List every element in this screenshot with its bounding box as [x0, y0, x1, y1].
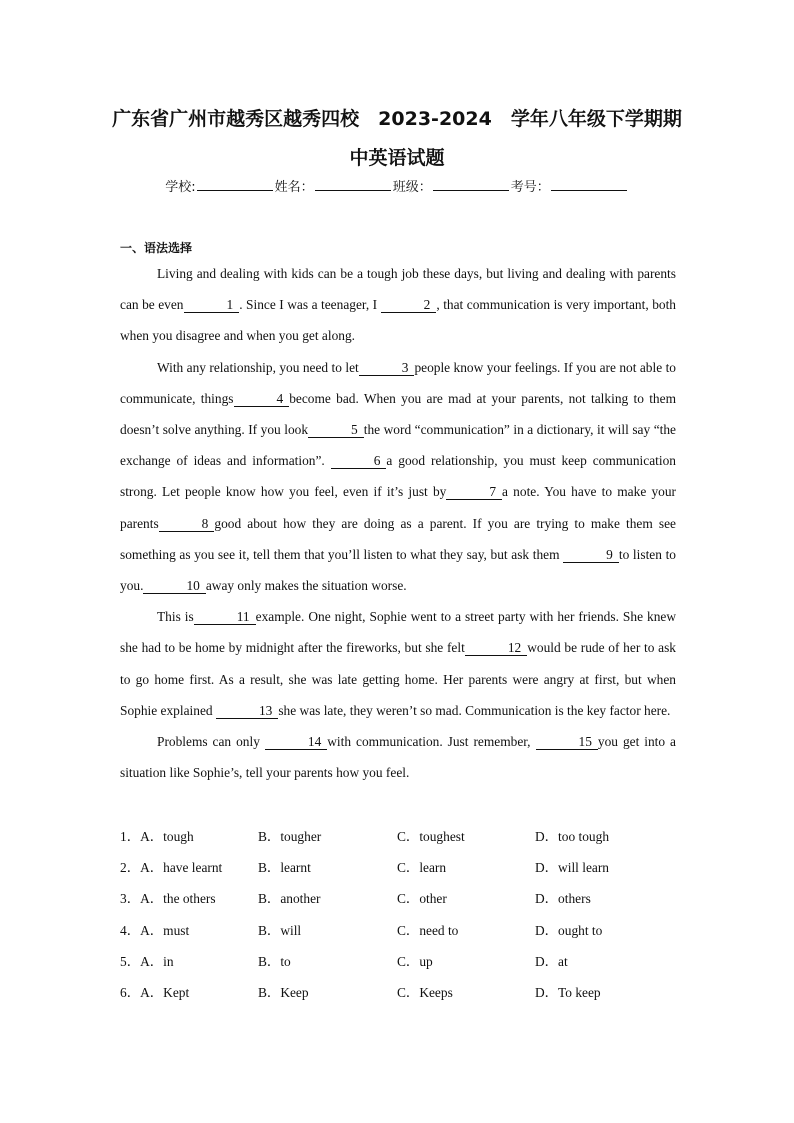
class-label: 班级： — [392, 180, 432, 195]
exam-title-line-2: 中英语试题 — [349, 147, 445, 169]
blank-9: 9 — [563, 548, 619, 563]
blank-11: 11 — [194, 610, 256, 625]
blank-6: 6 — [331, 454, 387, 469]
blank-10: 10 — [143, 579, 205, 594]
school-label: 学校: — [165, 180, 196, 195]
option-d[interactable]: D．others — [535, 891, 591, 907]
passage-paragraph-2: With any relationship, you need to let 3 people know your feelings. If you are not able to communicate, things 4 become bad. When you are mad at your parents, not talking to them doesn’t solve anything. If you look 5 the word “communication” in a dictionary, it will say “the exchange of ideas and information”. 6 a good relationship, you must keep communication strong. Let people know how you feel, even if it’s just by 7 a note. You have to make your parents 8 good about how they are doing as a parent. If you are trying to make them see something as you see it, tell them that you’ll listen to what they say, but ask them 9 to listen to you. 10 away only makes the situation worse. — [120, 359, 676, 594]
blank-12: 12 — [465, 641, 527, 656]
blank-1: 1 — [184, 298, 240, 313]
blank-15: 15 — [536, 735, 598, 750]
question-1-options — [120, 820, 680, 851]
option-a[interactable]: A．Kept — [140, 984, 190, 1000]
passage-paragraph-1: Living and dealing with kids can be a tough job these days, but living and dealing with parents can be even 1 . Since I was a teenager, I 2 , that communication is very important, both when you disagree and when you get along. — [120, 266, 676, 344]
blank-14: 14 — [265, 735, 327, 750]
option-b[interactable]: B．to — [258, 953, 291, 969]
blank-2: 2 — [381, 298, 437, 313]
option-b[interactable]: B．will — [258, 922, 302, 938]
option-c[interactable]: C．toughest — [397, 829, 465, 844]
question-3-options — [120, 882, 680, 913]
question-4-options — [120, 914, 680, 945]
option-d[interactable]: D．at — [535, 953, 568, 969]
passage-paragraph-4: Problems can only 14 with communication. Just remember, 15 you get into a situation like Sophie’s, tell your parents how you feel. — [120, 734, 676, 781]
exam-title-line-1: 广东省广州市越秀区越秀四校 2023-2024 学年八年级下学期期 — [112, 108, 682, 130]
exam-number-blank[interactable] — [551, 178, 627, 191]
option-b[interactable]: B．learnt — [258, 860, 311, 876]
option-b[interactable]: B．another — [258, 891, 321, 907]
question-number: 6． — [120, 984, 141, 1000]
option-a[interactable]: A．tough — [140, 829, 194, 844]
name-blank[interactable] — [315, 178, 391, 191]
exam-number-label: 考号： — [510, 180, 550, 195]
question-number: 2． — [120, 860, 141, 876]
option-c[interactable]: C．up — [397, 953, 433, 969]
cloze-passage — [120, 258, 676, 788]
school-blank[interactable] — [197, 178, 273, 191]
blank-4: 4 — [234, 392, 290, 407]
blank-3: 3 — [359, 361, 415, 376]
blank-13: 13 — [216, 704, 278, 719]
option-d[interactable]: D．To keep — [535, 984, 601, 1000]
section-heading: 一、语法选择 — [120, 241, 193, 255]
blank-7: 7 — [446, 485, 502, 500]
student-info-row — [0, 176, 794, 195]
option-c[interactable]: C．Keeps — [397, 984, 453, 1000]
option-a[interactable]: A．have learnt — [140, 860, 223, 876]
option-b[interactable]: B．tougher — [258, 829, 322, 844]
question-5-options — [120, 945, 680, 976]
option-b[interactable]: B．Keep — [258, 984, 309, 1000]
name-label: 姓名： — [274, 180, 314, 195]
question-number: 5． — [120, 953, 141, 969]
question-number: 1． — [120, 829, 141, 844]
question-number: 3． — [120, 891, 141, 907]
answer-options — [120, 820, 680, 1007]
option-c[interactable]: C．other — [397, 891, 447, 907]
option-c[interactable]: C．learn — [397, 860, 447, 876]
blank-5: 5 — [308, 423, 364, 438]
option-a[interactable]: A．the others — [140, 891, 216, 907]
option-a[interactable]: A．must — [140, 922, 190, 938]
option-d[interactable]: D．too tough — [535, 829, 610, 844]
passage-paragraph-3: This is 11 example. One night, Sophie went to a street party with her friends. She knew she had to be home by midnight after the fireworks, but she felt 12 would be rude of her to ask to go home first. As a result, she was late getting home. Her parents were angry at first, but when Sophie explained 13 she was late, they weren’t so mad. Communication is the key factor here. — [120, 609, 676, 718]
question-6-options — [120, 976, 680, 1007]
blank-8: 8 — [159, 517, 215, 532]
option-a[interactable]: A．in — [140, 953, 174, 969]
option-c[interactable]: C．need to — [397, 922, 459, 938]
option-d[interactable]: D．ought to — [535, 922, 603, 938]
question-number: 4． — [120, 922, 141, 938]
class-blank[interactable] — [433, 178, 509, 191]
question-2-options — [120, 851, 680, 882]
option-d[interactable]: D．will learn — [535, 860, 610, 876]
